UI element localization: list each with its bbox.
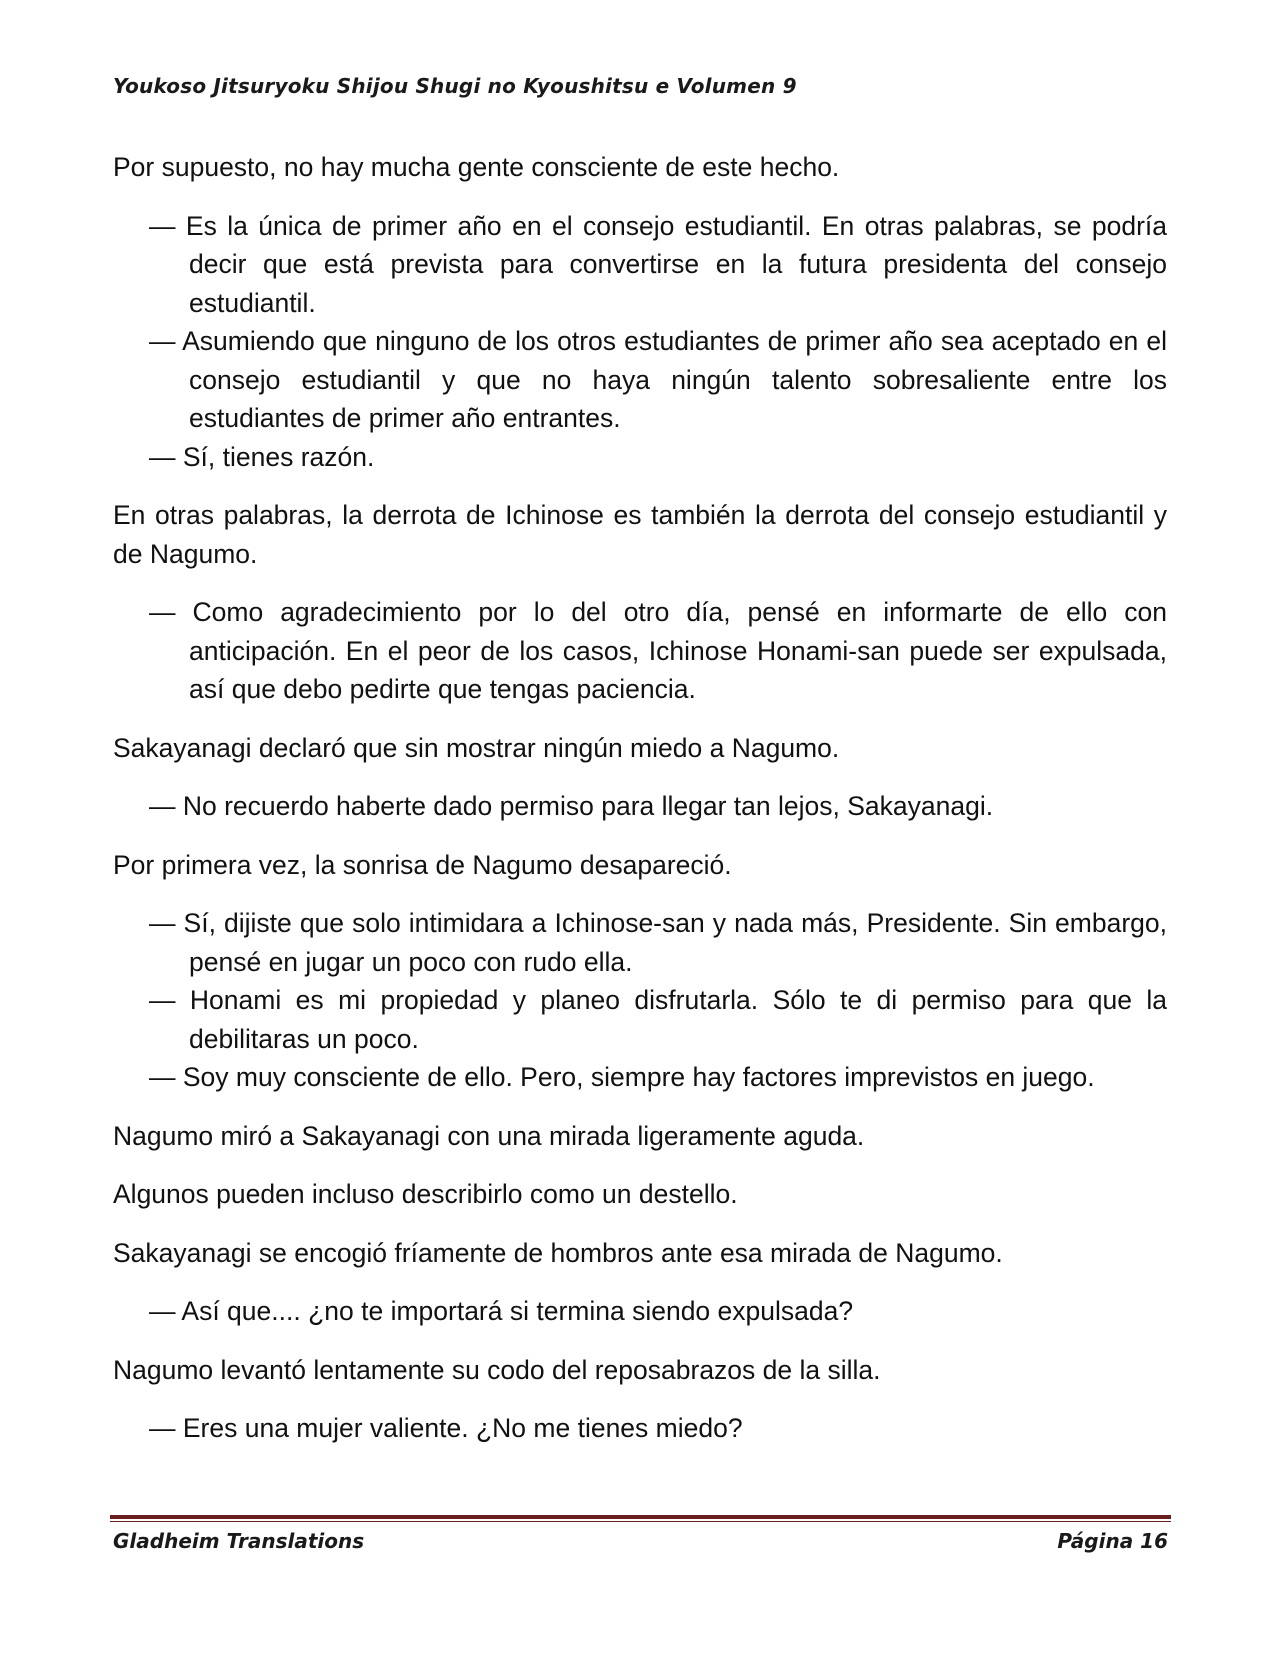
narration-paragraph: Por supuesto, no hay mucha gente consciente de este hecho. [113,152,840,182]
dialogue-group [113,904,1167,1097]
narration-paragraph: En otras palabras, la derrota de Ichinose es también la derrota del consejo estudiantil y de Nagumo. [113,500,1167,569]
dialogue-line: — No recuerdo haberte dado permiso para llegar tan lejos, Sakayanagi. [149,791,994,821]
narration-paragraph: Nagumo miró a Sakayanagi con una mirada ligeramente aguda. [113,1120,865,1151]
footer-divider [110,1515,1171,1519]
dialogue-group [113,207,1167,477]
dialogue-line: — Así que.... ¿no te importará si termina siendo expulsada? [149,1296,854,1326]
dialogue-line: — Asumiendo que ninguno de los otros estudiantes de primer año sea aceptado en el consejo estudiantil y que no haya ningún talento sobresaliente entre los estudiantes de primer año entrantes. [149,326,1167,433]
dialogue-group [113,593,1167,709]
dialogue-group [113,1292,1167,1331]
dialogue-line: — Sí, tienes razón. [149,441,375,472]
dialogue-line: — Sí, dijiste que solo intimidara a Ichinose-san y nada más, Presidente. Sin embargo, pensé en jugar un poco con rudo ella. [149,908,1167,977]
dialogue-group [113,787,1167,826]
footer-translator-credit: Gladheim Translations [113,1529,365,1553]
dialogue-line: — Eres una mujer valiente. ¿No me tienes miedo? [149,1413,743,1443]
narration-paragraph: Algunos pueden incluso describirlo como un destello. [113,1179,738,1209]
narration-paragraph: Por primera vez, la sonrisa de Nagumo desapareció. [113,849,732,880]
narration-paragraph: Sakayanagi declaró que sin mostrar ningún miedo a Nagumo. [113,732,840,763]
dialogue-line: — Como agradecimiento por lo del otro día, pensé en informarte de ello con anticipación. En el peor de los casos, Ichinose Honami-san puede ser expulsada, así que debo pedirte que tengas paciencia. [149,597,1167,704]
narration-paragraph: Sakayanagi se encogió fríamente de hombros ante esa mirada de Nagumo. [113,1237,1003,1268]
footer-page-number: Página 16 [1057,1529,1168,1553]
dialogue-line: — Honami es mi propiedad y planeo disfrutarla. Sólo te di permiso para que la debilitaras un poco. [149,985,1167,1054]
narration-paragraph: Nagumo levantó lentamente su codo del reposabrazos de la silla. [113,1354,881,1385]
footer-divider-thin [110,1521,1171,1522]
page-body [113,148,1167,1468]
dialogue-group [113,1409,1167,1448]
dialogue-line: — Soy muy consciente de ello. Pero, siempre hay factores imprevistos en juego. [149,1062,1095,1092]
running-header-title: Youkoso Jitsuryoku Shijou Shugi no Kyoushitsu e Volumen 9 [113,74,797,98]
dialogue-line: — Es la única de primer año en el consejo estudiantil. En otras palabras, se podría decir que está prevista para convertirse en la futura presidenta del consejo estudiantil. [149,210,1167,318]
